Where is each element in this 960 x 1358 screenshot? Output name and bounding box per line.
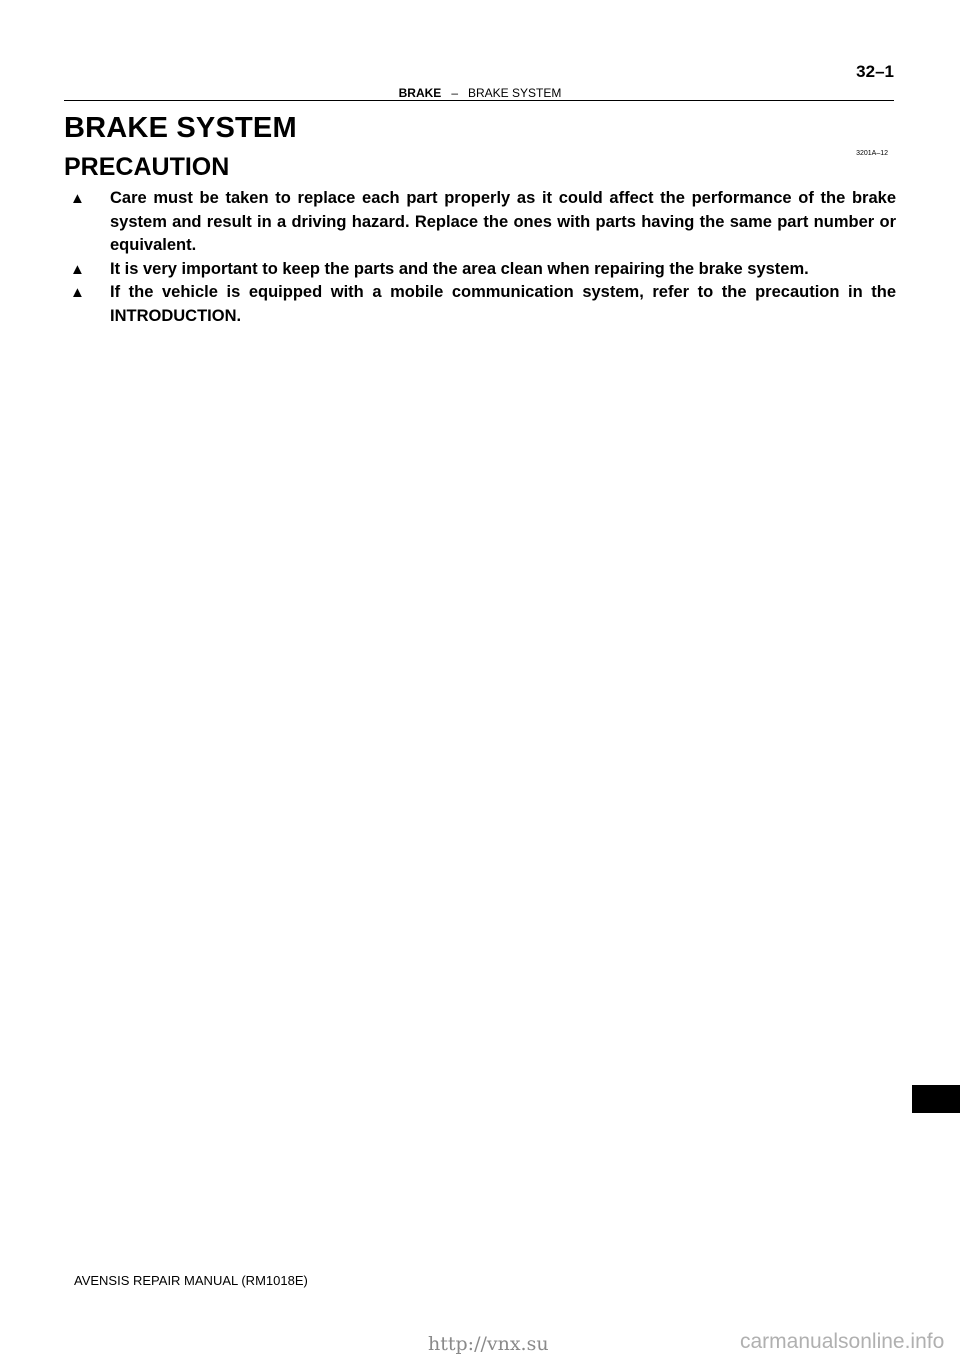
header-separator: – — [451, 86, 458, 100]
watermark-link[interactable]: http://vnx.su — [428, 1333, 549, 1355]
precaution-item — [70, 187, 896, 258]
footer-manual-title: AVENSIS REPAIR MANUAL (RM1018E) — [74, 1273, 308, 1288]
section-heading-precaution: PRECAUTION — [64, 153, 230, 181]
page-title: BRAKE SYSTEM — [64, 112, 297, 144]
precaution-text: If the vehicle is equipped with a mobile communication system, refer to the precaution in the INTRODUCTION. — [110, 283, 896, 325]
precaution-text: Care must be taken to replace each part properly as it could affect the performance of the brake system and result in a driving hazard. Replace the ones with parts having the same part number or equivalent. — [110, 189, 896, 254]
watermark-site: carmanualsonline.info — [740, 1330, 945, 1353]
page-number: 32–1 — [856, 62, 894, 81]
triangle-bullet-icon: ▲ — [70, 284, 85, 301]
header-section: BRAKE — [398, 86, 442, 100]
precaution-item — [70, 258, 896, 282]
section-thumb-tab — [912, 1085, 960, 1113]
precaution-item — [70, 281, 896, 328]
precaution-list — [70, 187, 896, 328]
triangle-bullet-icon: ▲ — [70, 190, 85, 207]
document-code: 3201A–12 — [856, 150, 888, 157]
header-subsection: BRAKE SYSTEM — [468, 86, 562, 100]
precaution-text: It is very important to keep the parts and the area clean when repairing the brake system. — [110, 259, 809, 278]
running-header — [0, 86, 960, 100]
header-rule — [64, 100, 894, 101]
triangle-bullet-icon: ▲ — [70, 260, 85, 278]
